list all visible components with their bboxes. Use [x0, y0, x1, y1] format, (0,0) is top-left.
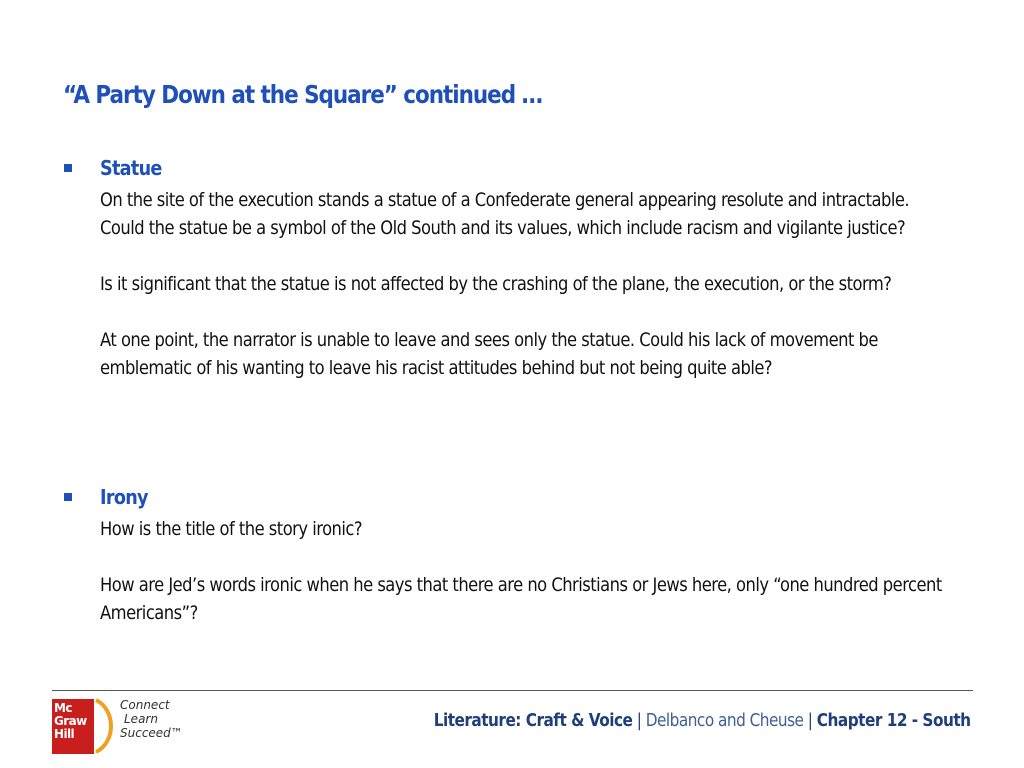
square-bullet-icon [64, 164, 72, 172]
footer-book: Literature: Craft & Voice [434, 710, 633, 731]
tagline-line: Connect [120, 698, 170, 712]
logo-line: Graw [54, 714, 87, 728]
footer-citation [434, 710, 971, 731]
footer-separator: | [808, 710, 813, 731]
footer-authors: Delbanco and Cheuse [646, 710, 804, 731]
paragraph: On the site of the execution stands a statue of a Confederate general appearing resolute and intractable. Could the statue be a symbol of the Old South and its values, which include racism and vigilante justice? [100, 189, 910, 239]
bullet-row [62, 156, 962, 186]
section-heading: Statue [100, 156, 162, 180]
paragraph: How is the title of the story ironic? [100, 518, 363, 540]
logo-line: Hill [54, 727, 74, 741]
footer-divider [52, 690, 973, 691]
swoosh-icon [90, 696, 120, 756]
tagline-line: Succeed™ [120, 726, 183, 740]
paragraph: At one point, the narrator is unable to leave and sees only the statue. Could his lack of movement be emblematic of his wanting to leave his racist attitudes behind but not being quite able? [100, 329, 878, 379]
footer-separator: | [637, 710, 642, 731]
logo-tagline [120, 698, 183, 740]
bullet-row [62, 485, 962, 515]
paragraph: How are Jed’s words ironic when he says that there are no Christians or Jews here, only “one hundred percent Americans”? [100, 574, 942, 624]
logo-line: Mc [54, 701, 72, 715]
slide-title: “A Party Down at the Square” continued … [63, 80, 542, 109]
section-irony [62, 485, 962, 627]
footer-chapter: Chapter 12 - South [817, 710, 971, 731]
section-statue [62, 156, 962, 382]
paragraph: Is it significant that the statue is not affected by the crashing of the plane, the execution, or the storm? [100, 273, 892, 295]
tagline-line: Learn [124, 712, 158, 726]
section-heading: Irony [100, 485, 148, 509]
mcgraw-hill-logo [52, 699, 94, 754]
square-bullet-icon [64, 493, 72, 501]
